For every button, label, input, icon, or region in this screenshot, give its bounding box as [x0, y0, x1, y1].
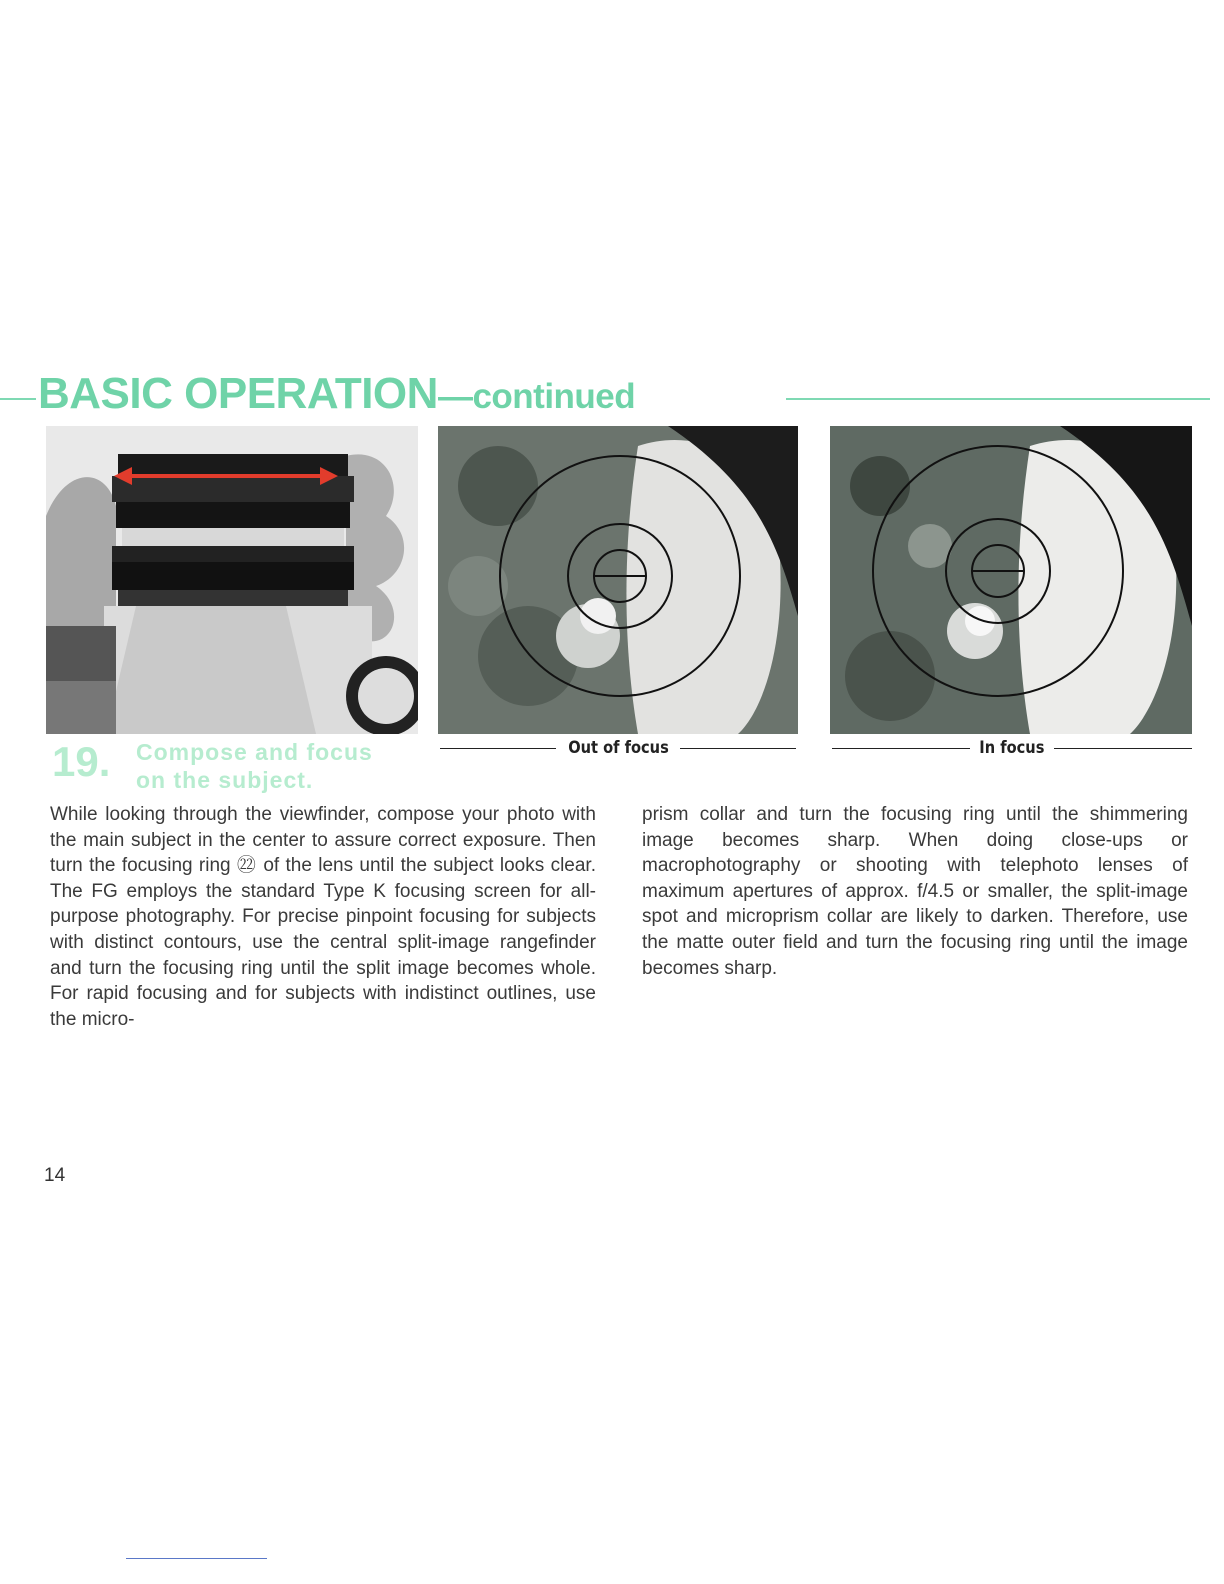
- section-title-main: BASIC OPERATION: [38, 369, 438, 418]
- bottom-rule: [126, 1558, 267, 1559]
- caption-rule: [1054, 748, 1192, 749]
- section-title-suffix: —continued: [437, 377, 636, 416]
- in-focus-photo: [830, 426, 1192, 734]
- out-of-focus-photo: [438, 426, 798, 734]
- camera-lens-photo: [46, 426, 418, 734]
- caption-rule: [680, 748, 796, 749]
- body-text-right-column: prism collar and turn the focusing ring until the shimmering image becomes sharp. When doing close-ups or macrophotography or shooting with telephoto lenses of maximum apertures of approx. f/4.5 or smaller, the split-image spot and microprism collar are likely to darken. Therefore, use the matte outer field and turn the focusing ring until the image becomes sharp.: [642, 804, 1188, 979]
- caption-rule: [440, 748, 556, 749]
- viewfinder-in-focus-illustration: [830, 426, 1192, 734]
- step-title-line-1: Compose and focus: [136, 739, 373, 765]
- in-focus-caption: [832, 736, 1192, 760]
- caption-rule: [832, 748, 970, 749]
- header-rule-left: [0, 398, 36, 400]
- step-title-line-2: on the subject.: [136, 767, 314, 793]
- camera-lens-illustration: [46, 426, 418, 734]
- section-title: [38, 368, 635, 423]
- in-focus-label: In focus: [979, 738, 1045, 758]
- viewfinder-out-of-focus-illustration: [438, 426, 798, 734]
- step-number: 19.: [52, 738, 111, 785]
- out-of-focus-label: Out of focus: [567, 738, 669, 758]
- out-of-focus-caption: [440, 736, 796, 760]
- page-number: 14: [44, 1165, 66, 1186]
- body-text-left-column: While looking through the viewfinder, compose your photo with the main subject in the center to assure correct exposure. Then turn the focusing ring ㉒ of the lens until the subject looks clear. The FG employs the standard Type K focusing screen for all-purpose photography. For precise pinpoint focusing for subjects with distinct contours, use the central split-image rangefinder and turn the focusing ring until the split image becomes whole. For rapid focusing and for subjects with indistinct outlines, use the micro-: [50, 804, 596, 1030]
- header-rule-right: [786, 398, 1210, 400]
- step-title: [136, 738, 373, 794]
